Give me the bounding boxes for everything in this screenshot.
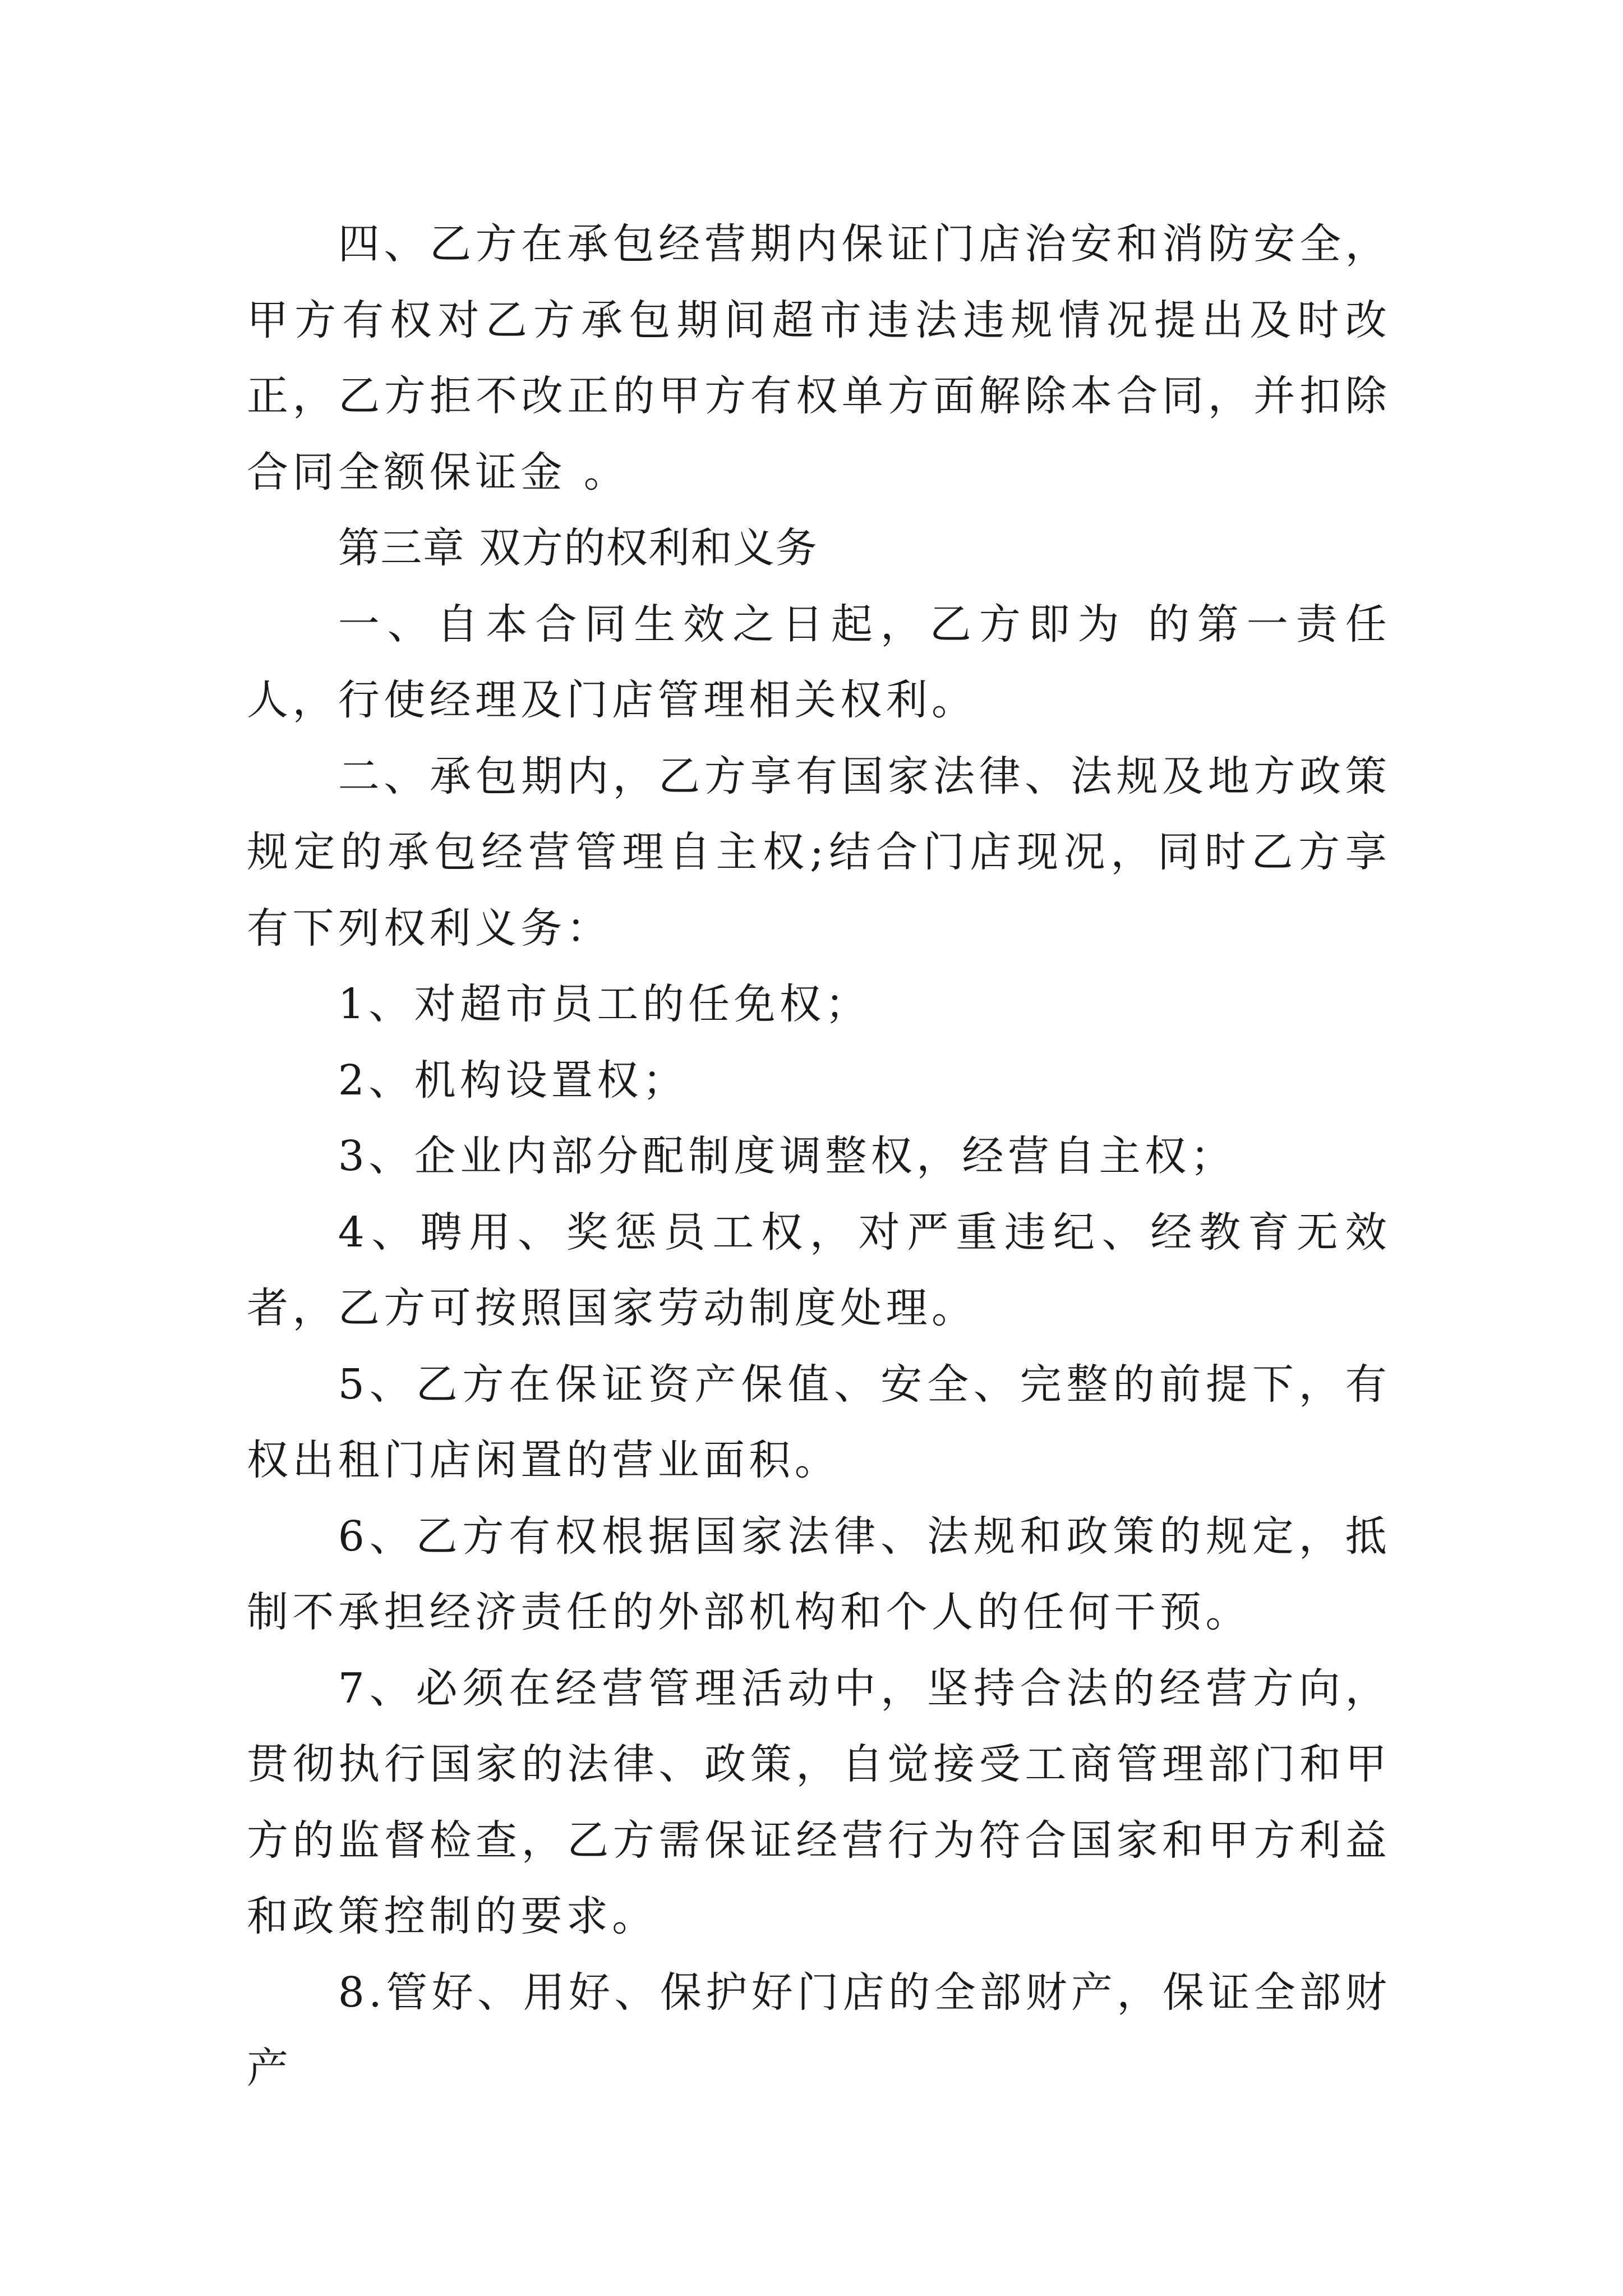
list-item-7: 7、必须在经营管理活动中，坚持合法的经营方向，贯彻执行国家的法律、政策，自觉接受工商管理部门和甲方的监督检查，乙方需保证经营行为符合国家和甲方利益和政策控制的要求。 [247, 1664, 1391, 1940]
list-item-6: 6、乙方有权根据国家法律、法规和政策的规定，抵制不承担经济责任的外部机构和个人的任何干预。 [247, 1512, 1391, 1636]
paragraph-clause-2: 二、承包期内，乙方享有国家法律、法规及地方政策规定的承包经营管理自主权;结合门店现况，同时乙方享有下列权利义务： [247, 752, 1391, 953]
paragraph-clause-4: 四、乙方在承包经营期内保证门店治安和消防安全，甲方有权对乙方承包期间超市违法违规情况提出及时改正，乙方拒不改正的甲方有权单方面解除本合同，并扣除合同全额保证金 。 [247, 220, 1391, 496]
document-body [247, 206, 1391, 2107]
list-item-2: 2、机构设置权； [338, 1056, 689, 1105]
list-item-5: 5、乙方在保证资产保值、安全、完整的前提下，有权出租门店闲置的营业面积。 [247, 1360, 1391, 1484]
list-item-1: 1、对超市员工的任免权； [338, 980, 871, 1028]
chapter-3-heading: 第三章 双方的权利和义务 [338, 524, 818, 572]
list-item-4: 4、聘用、奖惩员工权，对严重违纪、经教育无效者，乙方可按照国家劳动制度处理。 [247, 1208, 1391, 1332]
paragraph-clause-1: 一、自本合同生效之日起，乙方即为 的第一责任人，行使经理及门店管理相关权利。 [247, 600, 1391, 724]
list-item-8: 8.管好、用好、保护好门店的全部财产，保证全部财产 [247, 1968, 1391, 2092]
list-item-3: 3、企业内部分配制度调整权，经营自主权； [338, 1132, 1236, 1180]
